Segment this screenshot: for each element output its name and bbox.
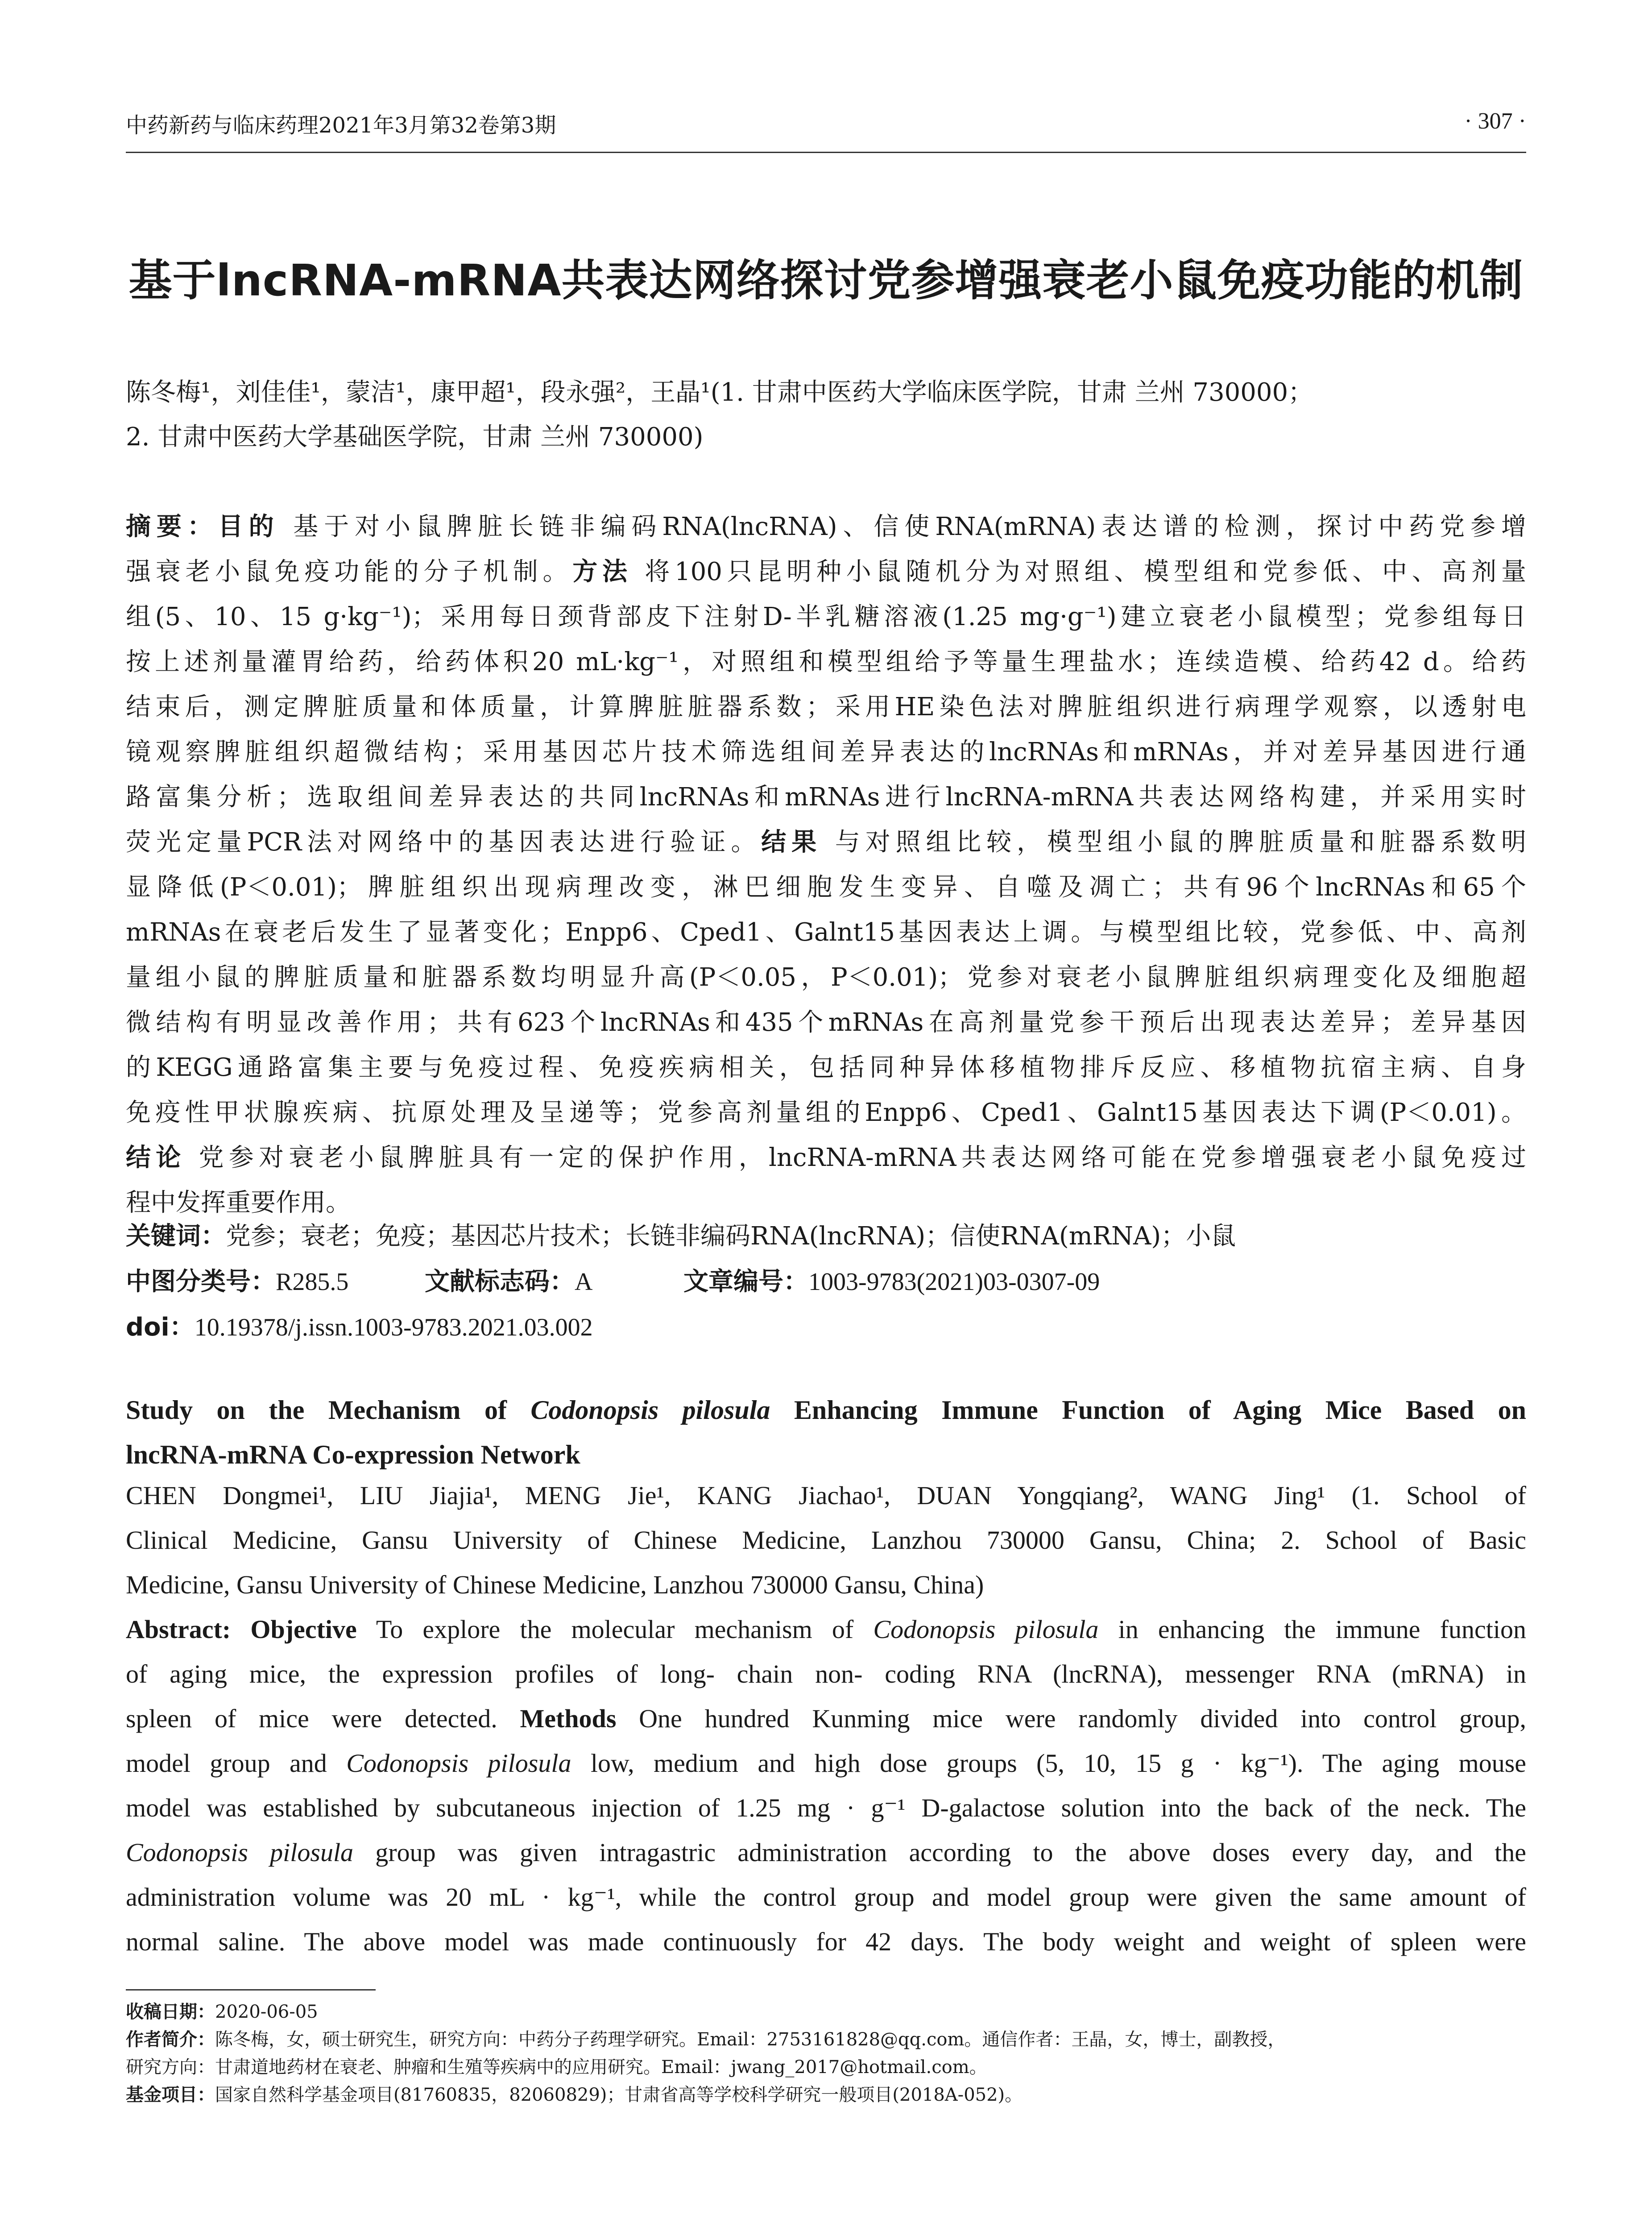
title-en-text: Enhancing Immune Function of Aging Mice Based on [770, 1395, 1526, 1425]
abstract-cn-text: 量组小鼠的脾脏质量和脏器系数均明显升高(P＜0.05，P＜0.01)；党参对衰老小鼠脾脏组织病理变化及细胞超 [126, 963, 1526, 992]
abstract-cn-text: 组(5、10、15 g·kg⁻¹)；采用每日颈背部皮下注射D-半乳糖溶液(1.25 mg·g⁻¹)建立衰老小鼠模型；党参组每日 [126, 602, 1526, 631]
abstract-cn-text: 程中发挥重要作用。 [126, 1188, 351, 1217]
abstract-en-text: spleen of mice were detected. [126, 1704, 520, 1733]
abstract-en-text: model group and [126, 1749, 347, 1778]
abstract-section-label: 方法 [572, 557, 632, 586]
clc-label: 中图分类号： [126, 1267, 276, 1296]
abstract-cn-text: 基于对小鼠脾脏长链非编码RNA(lncRNA)、信使RNA(mRNA)表达谱的检测，探讨中药党参增 [279, 512, 1527, 541]
title-en-species: Codonopsis pilosula [530, 1395, 770, 1425]
methods-label: Methods [520, 1704, 617, 1733]
abstract-en-line: model was established by subcutaneous injection of 1.25 mg · g⁻¹ D-galactose solution into the back of the neck. The [126, 1793, 1526, 1822]
abstract-cn-line [126, 775, 1526, 820]
received-date [126, 1998, 1526, 2026]
abstract-cn-text: 微结构有明显改善作用；共有623个lncRNAs和435个mRNAs在高剂量党参干预后出现表达差异；差异基因 [126, 1008, 1526, 1037]
footnote-rule [126, 1989, 376, 1990]
abstract-en-line [126, 1696, 1526, 1741]
running-header [126, 108, 1526, 144]
authors-cn-line: 陈冬梅¹，刘佳佳¹，蒙洁¹，康甲超¹，段永强²，王晶¹(1. 甘肃中医药大学临床医学院，甘肃 兰州 730000； [126, 378, 1313, 407]
abstract-cn-label: 摘要： [126, 512, 218, 541]
keywords-value: 党参；衰老；免疫；基因芯片技术；长链非编码RNA(lncRNA)；信使RNA(mRNA)；小鼠 [226, 1222, 1236, 1251]
page-number: · 307 · [1464, 108, 1526, 134]
journal-issue: 中药新药与临床药理2021年3月第32卷第3期 [126, 113, 556, 138]
abstract-cn-line [126, 910, 1526, 955]
abstract-cn-line [126, 955, 1526, 1000]
abstract-en-line: normal saline. The above model was made continuously for 42 days. The body weight and weight of spleen were [126, 1927, 1526, 1956]
species-name: Codonopsis pilosula [873, 1615, 1099, 1644]
abstract-en-text: group was given intragastric administration according to the above doses every day, and the [353, 1838, 1527, 1867]
abstract-cn-text: 党参对衰老小鼠脾脏具有一定的保护作用，lncRNA-mRNA共表达网络可能在党参增强衰老小鼠免疫过 [186, 1143, 1527, 1172]
abstract-en-text: in enhancing the immune function [1098, 1615, 1527, 1644]
author-bio-text: 陈冬梅，女，硕士研究生，研究方向：中药分子药理学研究。Email：2753161828@qq.com。通信作者：王晶，女，博士，副教授， [215, 2029, 1286, 2050]
species-name: Codonopsis pilosula [346, 1749, 571, 1778]
abstract-en-line [126, 1741, 1526, 1786]
abstract-en-text: low, medium and high dose groups (5, 10, 15 g · kg⁻¹). The aging mouse [571, 1749, 1527, 1778]
doc-code-label: 文献标志码： [425, 1267, 575, 1296]
abstract-label: Abstract: [126, 1615, 231, 1644]
abstract-en-line: of aging mice, the expression profiles of long- chain non- coding RNA (lncRNA), messenger RNA (mRNA) in [126, 1659, 1526, 1688]
article-meta-cn [126, 1214, 1526, 1350]
abstract-cn-line [126, 1135, 1526, 1180]
title-en-line [126, 1388, 1526, 1432]
header-rule [126, 152, 1526, 153]
title-en-text: Study on the Mechanism of [126, 1395, 531, 1425]
abstract-cn-line [126, 1090, 1526, 1135]
funding-label: 基金项目： [126, 2085, 215, 2105]
article-title-en [126, 1388, 1526, 1477]
keywords-cn [126, 1214, 1526, 1259]
abstract-en-text: One hundred Kunming mice were randomly divided into control group, [616, 1704, 1526, 1733]
classification-line [126, 1259, 1526, 1305]
abstract-cn-text: 结束后，测定脾脏质量和体质量，计算脾脏脏器系数；采用HE染色法对脾脏组织进行病理学观察，以透射电 [126, 693, 1526, 722]
abstract-cn-text: 与对照组比较，模型组小鼠的脾脏质量和脏器系数明 [822, 828, 1526, 857]
abstract-cn-line [126, 1045, 1526, 1090]
species-name: Codonopsis pilosula [126, 1838, 354, 1867]
doi-line [126, 1305, 1526, 1350]
abstract-cn-line [126, 549, 1526, 594]
abstract-cn-text: mRNAs在衰老后发生了显著变化；Enpp6、Cped1、Galnt15基因表达上调。与模型组比较，党参低、中、高剂 [126, 918, 1526, 947]
abstract-cn-text: 镜观察脾脏组织超微结构；采用基因芯片技术筛选组间差异表达的lncRNAs和mRNAs，并对差异基因进行通 [126, 738, 1526, 767]
abstract-cn-line [126, 504, 1526, 549]
abstract-en-line: administration volume was 20 mL · kg⁻¹, while the control group and model group were given the same amount of [126, 1883, 1526, 1912]
funding-text: 国家自然科学基金项目(81760835，82060829)；甘肃省高等学校科学研究一般项目(2018A-052)。 [215, 2085, 1023, 2105]
abstract-cn-line [126, 639, 1526, 684]
authors-cn [126, 370, 1526, 460]
abstract-cn-line [126, 1000, 1526, 1045]
received-label: 收稿日期： [126, 2002, 215, 2022]
funding [126, 2081, 1526, 2109]
author-bio-cont: 研究方向：甘肃道地药材在衰老、肿瘤和生殖等疾病中的应用研究。Email：jwang_2017@hotmail.com。 [126, 2057, 987, 2078]
abstract-cn-line [126, 865, 1526, 910]
abstract-section-label: 目的 [218, 512, 280, 541]
keywords-label: 关键词： [126, 1222, 226, 1251]
abstract-cn-text: 荧光定量PCR法对网络中的基因表达进行验证。 [126, 828, 762, 857]
abstract-cn-text: 强衰老小鼠免疫功能的分子机制。 [126, 557, 573, 586]
objective-label: Objective [250, 1615, 357, 1644]
abstract-cn-text: 按上述剂量灌胃给药，给药体积20 mL·kg⁻¹，对照组和模型组给予等量生理盐水；连续造模、给药42 d。给药 [126, 647, 1526, 676]
abstract-en-line [126, 1830, 1526, 1875]
abstract-en-line [126, 1607, 1526, 1652]
abstract-cn [126, 504, 1526, 1225]
clc-value: R285.5 [276, 1268, 349, 1296]
abstract-cn-text: 将100只昆明种小鼠随机分为对照组、模型组和党参低、中、高剂量 [632, 557, 1527, 586]
abstract-section-label: 结果 [761, 828, 822, 857]
abstract-cn-line [126, 820, 1526, 865]
authors-en [126, 1473, 1526, 1607]
article-number-label: 文章编号： [683, 1267, 808, 1296]
doc-code-value: A [575, 1268, 593, 1296]
authors-en-line: CHEN Dongmei¹, LIU Jiajia¹, MENG Jie¹, KANG Jiachao¹, DUAN Yongqiang², WANG Jing¹ (1. School of [126, 1481, 1526, 1510]
abstract-en-text: To explore the molecular mechanism of [356, 1615, 874, 1644]
abstract-cn-line [126, 684, 1526, 730]
received-value: 2020-06-05 [215, 2002, 318, 2022]
author-bio [126, 2026, 1526, 2053]
authors-cn-line: 2. 甘肃中医药大学基础医学院，甘肃 兰州 730000) [126, 423, 704, 452]
abstract-cn-text: 免疫性甲状腺疾病、抗原处理及呈递等；党参高剂量组的Enpp6、Cped1、Galnt15基因表达下调(P＜0.01)。 [126, 1098, 1526, 1127]
abstract-cn-text: 显降低(P＜0.01)；脾脏组织出现病理改变，淋巴细胞发生变异、自噬及凋亡；共有96个lncRNAs和65个 [126, 873, 1526, 902]
doi-label: doi： [126, 1313, 195, 1342]
abstract-en [126, 1607, 1526, 1964]
doi-value: 10.19378/j.issn.1003-9783.2021.03.002 [194, 1314, 593, 1341]
title-en-line: lncRNA-mRNA Co-expression Network [126, 1440, 580, 1469]
abstract-cn-line [126, 730, 1526, 775]
article-number-value: 1003-9783(2021)03-0307-09 [808, 1268, 1100, 1296]
authors-en-line: Clinical Medicine, Gansu University of Chinese Medicine, Lanzhou 730000 Gansu, China; 2. School of Basic [126, 1526, 1526, 1555]
authors-en-line: Medicine, Gansu University of Chinese Medicine, Lanzhou 730000 Gansu, China) [126, 1570, 984, 1599]
abstract-cn-text: 路富集分析；选取组间差异表达的共同lncRNAs和mRNAs进行lncRNA-mRNA共表达网络构建，并采用实时 [126, 783, 1526, 812]
footnotes [126, 1998, 1526, 2109]
abstract-section-label: 结论 [126, 1143, 186, 1172]
abstract-cn-text: 的KEGG通路富集主要与免疫过程、免疫疾病相关，包括同种异体移植物排斥反应、移植物抗宿主病、自身 [126, 1053, 1526, 1082]
article-title-cn: 基于lncRNA-mRNA共表达网络探讨党参增强衰老小鼠免疫功能的机制 [128, 255, 1524, 306]
abstract-cn-line [126, 594, 1526, 639]
author-bio-label: 作者简介： [126, 2029, 215, 2050]
